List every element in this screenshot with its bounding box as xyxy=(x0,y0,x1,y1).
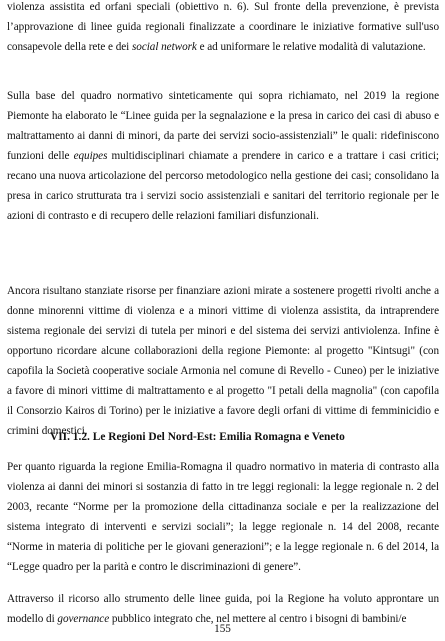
paragraph-piemonte-guidelines xyxy=(7,86,439,226)
paragraph-text: Per quanto riguarda la regione Emilia-Romagna il quadro normativo in materia di contrasto alla violenza ai danni dei minori si sostanzia di fatto in tre leggi regionali: la legge regionale n. 2 del 2003, recante “Norme per la promozione della cittadinanza sociale e per la realizzazione del sistema integrato di interventi e servizi sociali”; la legge regionale n. 14 del 2008, recante “Norme in materia di politiche per le giovani generazioni”; e la legge regionale n. 6 del 2014, la “Legge quadro per la parità e contro le discriminazioni di genere”. xyxy=(7,461,439,573)
paragraph-text: Attraverso il ricorso allo strumento delle linee guida, poi la Regione ha voluto approntare un modello di xyxy=(7,593,439,625)
emphasis-equipes: equipes xyxy=(73,150,108,162)
paragraph-text: Ancora risultano stanziate risorse per finanziare azioni mirate a sostenere progetti rivolti anche a donne minorenni vittime di violenza e a minori vittime di violenza assistita, da intraprendere sistema regionale dei servizi di tutela per minori e del sistema dei servizi antiviolenza. Infine è opportuno ricordare alcune collaborazioni della regione Piemonte: al progetto "Kintsugi" (con capofila la Società cooperative sociale Armonia nel comune di Revello - Cuneo) per le iniziative a favore di minori vittime di maltrattamento e al progetto "I petali della magnolia" (con capofila il Consorzio Kairos di Torino) per le iniziative a favore degli orfani di vittime di femminicidio e crimini domestici. xyxy=(7,285,439,437)
paragraph-emilia-romagna xyxy=(7,457,439,577)
paragraph-prevention xyxy=(7,0,439,57)
emphasis-social-network: social network xyxy=(131,41,197,53)
emphasis-governance: governance xyxy=(57,613,110,625)
paragraph-resources xyxy=(7,281,439,441)
paragraph-text: violenza assistita ed orfani speciali (obiettivo n. 6). Sul fronte della prevenzione, è prevista l’approvazione di linee guida regionali finalizzate a coordinare le iniziative formative sull'uso consapevole della rete e dei xyxy=(7,1,439,53)
paragraph-text: pubblico integrato che, nel mettere al centro i bisogni di bambini/e xyxy=(109,613,407,625)
paragraph-text: e ad uniformare le relative modalità di valutazione. xyxy=(196,41,426,53)
page-number: 155 xyxy=(214,623,231,635)
paragraph-text: Sulla base del quadro normativo sinteticamente qui sopra richiamato, nel 2019 la regione Piemonte ha elaborato le “Linee guida per la segnalazione e la presa in carico dei casi di abuso e maltrattamento ai danni di minori, da parte dei servizi socio-assistenziali” le quali: ridefiniscono funzioni delle xyxy=(7,90,439,162)
paragraph-text: multidisciplinari chiamate a prendere in carico e a trattare i casi critici; recano una nuova articolazione del percorso metodologico nella gestione dei casi; consolidano la presa in carico strutturata tra i servizi socio assistenziali e sanitari del territorio regionale per le azioni di contrasto e di recupero delle relazioni familiari disfunzionali. xyxy=(7,150,439,222)
section-heading: VII. 1.2. Le Regioni Del Nord-Est: Emilia Romagna e Veneto xyxy=(50,431,345,443)
